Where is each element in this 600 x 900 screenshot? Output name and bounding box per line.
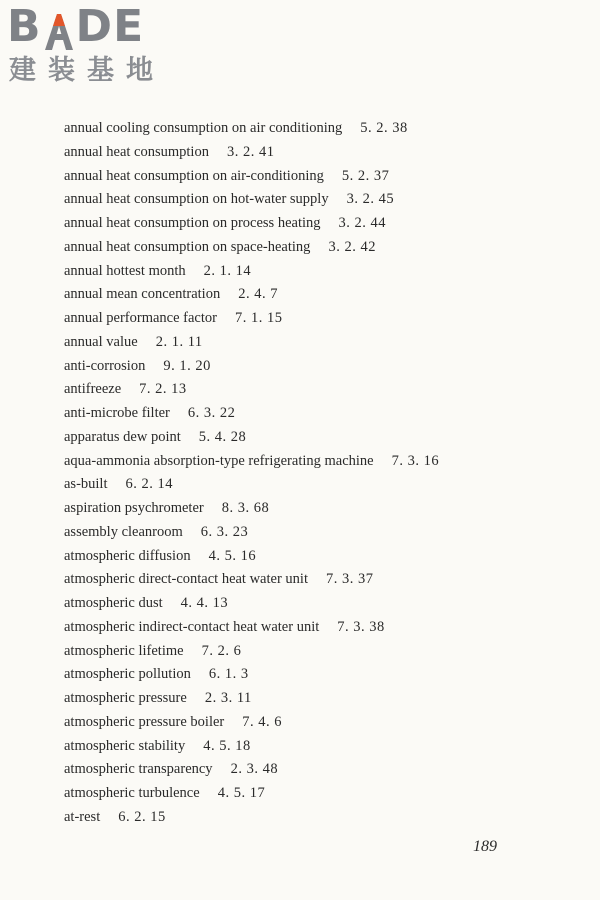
index-term: annual hottest month — [64, 262, 186, 279]
index-reference: 2. 4. 7 — [238, 286, 278, 303]
index-reference: 7. 3. 37 — [325, 571, 374, 588]
index-reference: 2. 1. 14 — [203, 262, 252, 279]
index-reference: 2. 1. 11 — [155, 333, 203, 350]
index-entry — [64, 117, 564, 141]
page-number: 189 — [473, 838, 497, 855]
index-term: atmospheric diffusion — [64, 547, 191, 564]
index-reference: 7. 2. 13 — [139, 381, 187, 398]
index-reference: 7. 2. 6 — [201, 642, 242, 659]
index-term: anti-corrosion — [64, 357, 146, 374]
index-term: atmospheric turbulence — [64, 785, 200, 801]
index-reference: 3. 2. 41 — [226, 143, 275, 160]
logo-a-mark — [43, 12, 75, 50]
index-entry — [64, 806, 564, 830]
index-entry — [64, 663, 564, 687]
index-entry — [64, 640, 564, 664]
index-entry — [64, 188, 564, 212]
index-entry — [64, 378, 564, 402]
index-reference: 5. 4. 28 — [198, 428, 247, 445]
index-reference: 6. 2. 14 — [125, 476, 173, 493]
logo-letters-de: DE — [75, 1, 145, 52]
index-reference: 3. 2. 44 — [338, 215, 387, 231]
index-term: annual heat consumption on process heating — [64, 215, 321, 231]
index-term: annual mean concentration — [64, 286, 221, 303]
index-entry — [64, 758, 564, 782]
index-reference: 5. 2. 38 — [360, 120, 408, 136]
index-entry — [64, 687, 564, 711]
index-reference: 3. 2. 45 — [346, 191, 395, 208]
index-reference: 7. 4. 6 — [242, 713, 283, 730]
index-reference: 4. 5. 16 — [208, 547, 257, 564]
index-term: annual cooling consumption on air conditioning — [64, 120, 343, 136]
logo-chinese-text: 建装基地 — [9, 55, 165, 86]
index-term: apparatus dew point — [64, 428, 181, 445]
index-entry — [64, 165, 564, 189]
index-term: atmospheric lifetime — [64, 642, 184, 659]
index-entry — [64, 426, 564, 450]
index-term: at-rest — [64, 808, 101, 825]
index-reference: 9. 1. 20 — [163, 357, 211, 374]
index-term: atmospheric direct-contact heat water unit — [64, 571, 308, 588]
index-reference: 6. 3. 22 — [187, 405, 236, 421]
index-term: annual heat consumption on air-conditioning — [64, 167, 324, 184]
index-term: annual value — [64, 333, 138, 350]
index-term: atmospheric pressure — [64, 690, 187, 706]
index-term: aspiration psychrometer — [64, 500, 204, 516]
index-reference: 4. 5. 18 — [203, 737, 251, 754]
index-entry — [64, 735, 564, 759]
index-entry — [64, 402, 564, 426]
logo-letter-b: B — [7, 1, 42, 52]
index-reference: 6. 2. 15 — [118, 808, 166, 825]
index-term: annual performance factor — [64, 310, 217, 326]
index-reference: 3. 2. 42 — [328, 238, 376, 255]
index-term: annual heat consumption on space-heating — [64, 238, 311, 255]
index-term: anti-microbe filter — [64, 405, 170, 421]
index-reference: 4. 4. 13 — [180, 595, 229, 611]
index-reference: 2. 3. 11 — [204, 690, 252, 706]
index-term: annual heat consumption — [64, 143, 209, 160]
index-entry — [64, 141, 564, 165]
index-reference: 7. 3. 38 — [337, 618, 385, 635]
index-term: atmospheric pollution — [64, 666, 191, 683]
index-reference: 7. 3. 16 — [391, 452, 440, 469]
index-term: atmospheric dust — [64, 595, 163, 611]
index-entry — [64, 307, 564, 331]
index-entry — [64, 260, 564, 284]
index-entry — [64, 568, 564, 592]
index-reference: 8. 3. 68 — [221, 500, 270, 516]
index-entry — [64, 497, 564, 521]
index-term: assembly cleanroom — [64, 523, 183, 540]
index-reference: 2. 3. 48 — [230, 761, 279, 778]
index-list — [64, 117, 564, 830]
logo-latin-text — [7, 1, 177, 52]
index-entry — [64, 545, 564, 569]
index-term: antifreeze — [64, 381, 122, 398]
index-entry — [64, 711, 564, 735]
index-entry — [64, 212, 564, 236]
index-reference: 6. 3. 23 — [200, 523, 249, 540]
index-entry — [64, 283, 564, 307]
logo-accent-a — [43, 12, 75, 50]
index-entry — [64, 450, 564, 474]
index-term: atmospheric pressure boiler — [64, 713, 225, 730]
index-term: atmospheric stability — [64, 737, 186, 754]
index-term: aqua-ammonia absorption-type refrigerating machine — [64, 452, 374, 469]
index-entry — [64, 616, 564, 640]
watermark-logo — [7, 1, 177, 94]
index-reference: 7. 1. 15 — [234, 310, 283, 326]
index-reference: 5. 2. 37 — [341, 167, 390, 184]
index-entry — [64, 331, 564, 355]
index-entry — [64, 473, 564, 497]
index-entry — [64, 782, 564, 806]
index-entry — [64, 236, 564, 260]
index-reference: 4. 5. 17 — [217, 785, 266, 801]
index-term: atmospheric transparency — [64, 761, 213, 778]
index-term: annual heat consumption on hot-water supply — [64, 191, 329, 208]
index-entry — [64, 592, 564, 616]
index-term: atmospheric indirect-contact heat water unit — [64, 618, 320, 635]
index-entry — [64, 521, 564, 545]
index-entry — [64, 355, 564, 379]
index-reference: 6. 1. 3 — [208, 666, 249, 683]
index-term: as-built — [64, 476, 108, 493]
